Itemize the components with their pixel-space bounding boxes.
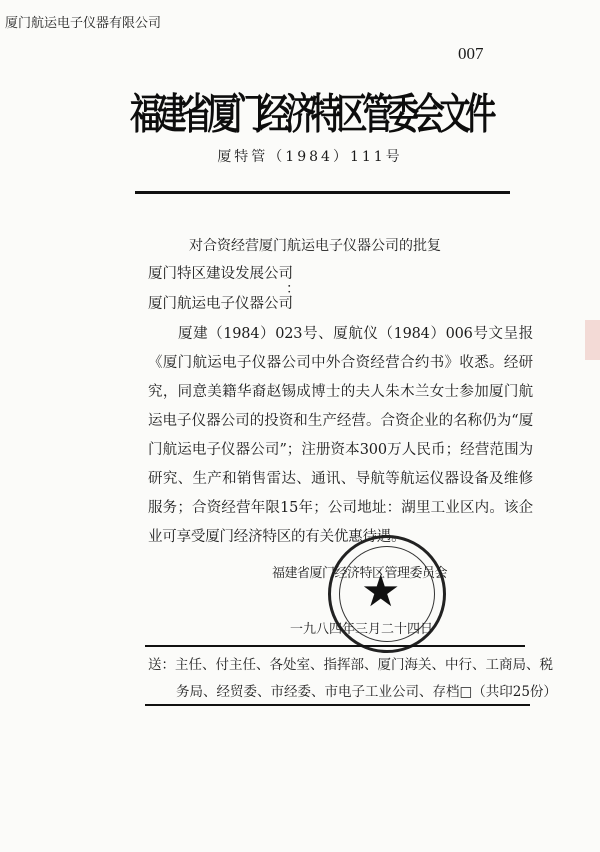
document-number: 厦特管（1984）111号 [217,149,403,165]
body-text: 厦建（1984）023号、厦航仪（1984）006号文呈报《厦门航运电子仪器公司中外合资经营合约书》收悉。经研究，同意美籍华裔赵锡成博士的夫人朱木兰女士参加厦门航运电子仪器公司的投资和生产经营。合资企业的名称仍为“厦门航运电子仪器公司”；注册资本300万人民币；经营范围为研究、生产和销售雷达、通讯、导航等航运仪器设备及维修服务；合资经营年限15年；公司地址：湖里工业区内。该企业可享受厦门经济特区的有关优惠待遇。 [148,326,533,545]
star-icon: ★ [361,566,401,617]
subject-heading: 对合资经营厦门航运电子仪器公司的批复 [189,238,441,254]
recipient-1: 厦门特区建设发展公司 [148,266,293,282]
distribution-line-2: 务局、经贸委、市经委、市电子工业公司、存档□（共印25份） [176,684,557,700]
title-divider [135,191,510,194]
distribution-line-1: 送：主任、付主任、各处室、指挥部、厦门海关、中行、工商局、税 [148,657,553,673]
recipients-colon: ： [286,281,300,297]
distribution-top-rule [145,645,525,647]
page-number: 007 [458,44,484,63]
header-company-name: 厦门航运电子仪器有限公司 [5,16,162,31]
document-title: 福建省厦门经济特区管委会文件 [130,90,492,140]
document-date: 一九八四年三月二十四日 [290,622,434,637]
red-margin-mark [585,320,600,360]
signature-organization: 福建省厦门经济特区管理委员会 [272,566,448,581]
recipient-2: 厦门航运电子仪器公司 [148,296,293,312]
distribution-bottom-rule [145,704,530,706]
